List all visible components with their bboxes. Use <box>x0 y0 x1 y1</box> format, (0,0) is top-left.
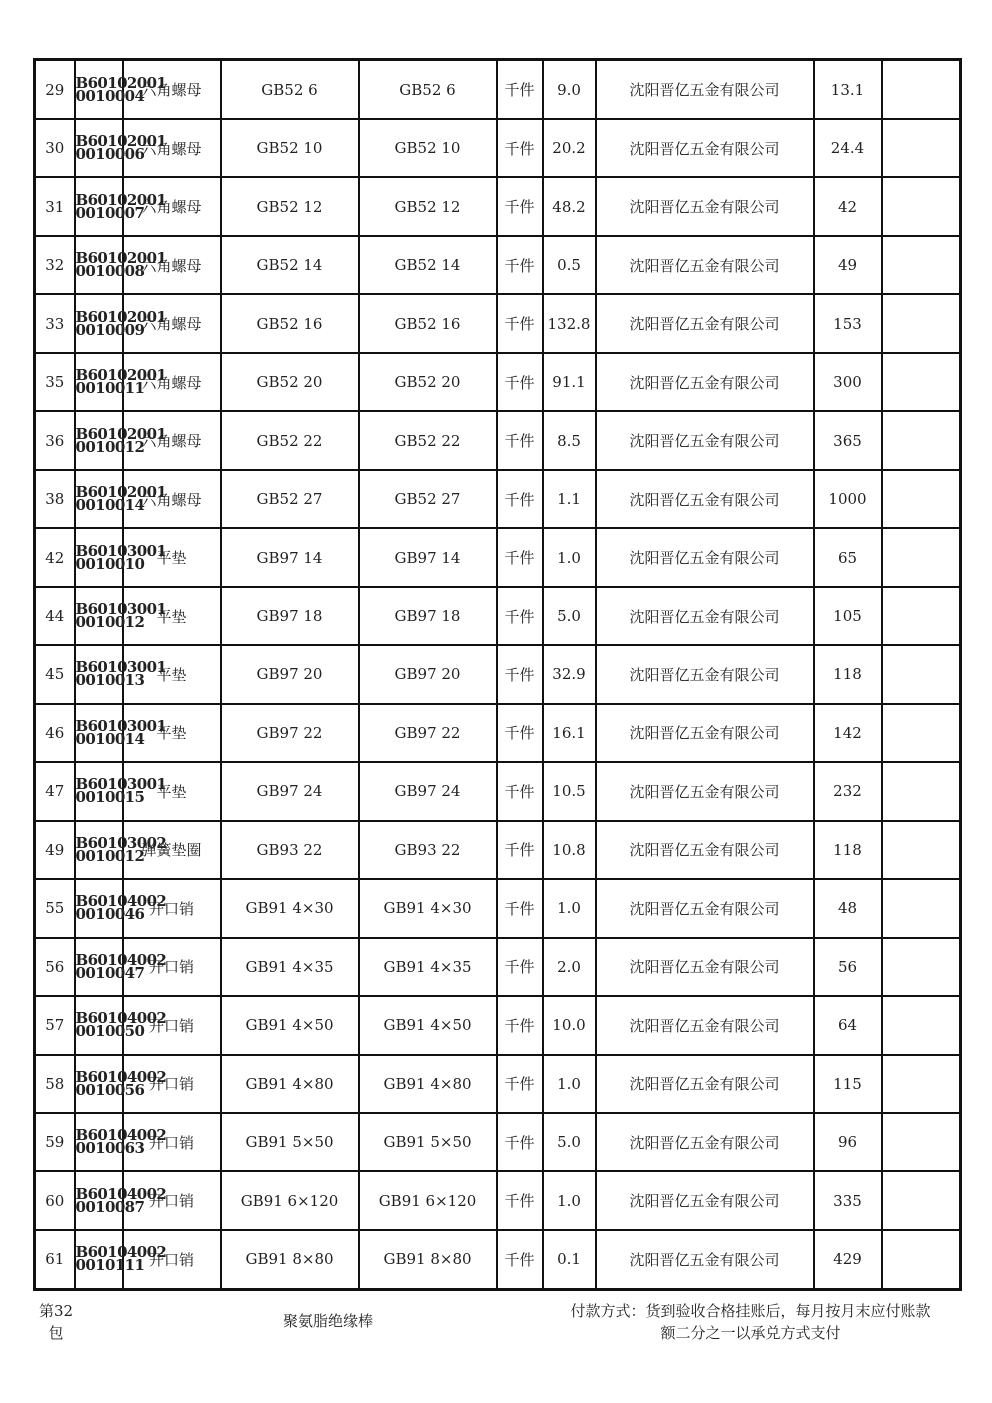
material-code <box>75 587 167 645</box>
material-code-part: B60102001 <box>75 483 167 502</box>
payment-terms-line1: 付款方式：货到验收合格挂账后，每月按月末应付账款 <box>570 1302 931 1320</box>
material-code-part: B60104002 <box>75 892 167 911</box>
unit-price: 335 <box>814 1171 882 1229</box>
remark-cell <box>882 938 961 996</box>
item-spec: GB52 6 <box>221 60 359 120</box>
row-number: 60 <box>35 1171 75 1229</box>
material-code-part: 0010063 <box>75 1139 145 1158</box>
payment-terms <box>548 1300 953 1344</box>
row-number: 36 <box>35 411 75 469</box>
remark-cell <box>882 119 961 177</box>
item-spec: GB52 14 <box>221 236 359 294</box>
supplier-name: 沈阳晋亿五金有限公司 <box>596 236 814 294</box>
material-code-part: B60102001 <box>75 190 167 209</box>
row-number: 58 <box>35 1055 75 1113</box>
material-code <box>75 528 167 586</box>
item-unit: 千件 <box>497 938 543 996</box>
item-name: 六角螺母 <box>123 177 221 235</box>
item-unit: 千件 <box>497 60 543 120</box>
item-quantity: 9.0 <box>543 60 596 120</box>
material-code-part: 0010012 <box>75 437 145 456</box>
supplier-name: 沈阳晋亿五金有限公司 <box>596 411 814 469</box>
row-number: 29 <box>35 60 75 120</box>
material-code <box>75 1230 167 1290</box>
item-unit: 千件 <box>497 587 543 645</box>
item-spec: GB97 18 <box>221 587 359 645</box>
remark-cell <box>882 762 961 820</box>
supplier-name: 沈阳晋亿五金有限公司 <box>596 177 814 235</box>
supplier-name: 沈阳晋亿五金有限公司 <box>596 704 814 762</box>
table-row <box>35 645 961 703</box>
item-name: 六角螺母 <box>123 236 221 294</box>
unit-price: 1000 <box>814 470 882 528</box>
package-number-line2: 包 <box>48 1324 64 1342</box>
unit-price: 118 <box>814 645 882 703</box>
material-code <box>75 294 167 352</box>
supplier-name: 沈阳晋亿五金有限公司 <box>596 938 814 996</box>
supplier-name: 沈阳晋亿五金有限公司 <box>596 528 814 586</box>
row-number: 46 <box>35 704 75 762</box>
remark-cell <box>882 704 961 762</box>
unit-price: 65 <box>814 528 882 586</box>
material-code-part: 0010014 <box>75 729 145 748</box>
item-name: 平垫 <box>123 704 221 762</box>
material-code <box>75 353 167 411</box>
unit-price: 64 <box>814 996 882 1054</box>
table-row <box>35 1171 961 1229</box>
material-code-part: B60103001 <box>75 716 167 735</box>
row-number: 45 <box>35 645 75 703</box>
table-row <box>35 704 961 762</box>
material-code-part: B60104002 <box>75 1126 167 1145</box>
item-name: 弹簧垫圈 <box>123 821 221 879</box>
supplier-name: 沈阳晋亿五金有限公司 <box>596 1171 814 1229</box>
table-row <box>35 470 961 528</box>
item-spec: GB91 4×50 <box>221 996 359 1054</box>
remark-cell <box>882 353 961 411</box>
item-unit: 千件 <box>497 821 543 879</box>
material-code-part: 0010013 <box>75 671 145 690</box>
material-code <box>75 177 167 235</box>
item-model: GB52 20 <box>359 353 497 411</box>
item-name: 平垫 <box>123 762 221 820</box>
supplier-name: 沈阳晋亿五金有限公司 <box>596 879 814 937</box>
material-code-part: 0010010 <box>75 554 145 573</box>
item-spec: GB93 22 <box>221 821 359 879</box>
item-model: GB91 4×80 <box>359 1055 497 1113</box>
package-number <box>36 1300 76 1344</box>
item-name: 六角螺母 <box>123 60 221 120</box>
item-quantity: 0.1 <box>543 1230 596 1290</box>
item-unit: 千件 <box>497 879 543 937</box>
item-unit: 千件 <box>497 762 543 820</box>
material-code-part: B60103001 <box>75 658 167 677</box>
material-code-part: 0010011 <box>75 379 145 398</box>
supplier-name: 沈阳晋亿五金有限公司 <box>596 645 814 703</box>
item-unit: 千件 <box>497 470 543 528</box>
table-row <box>35 996 961 1054</box>
item-unit: 千件 <box>497 411 543 469</box>
table-row <box>35 294 961 352</box>
item-name: 开口销 <box>123 1171 221 1229</box>
row-number: 47 <box>35 762 75 820</box>
supplier-name: 沈阳晋亿五金有限公司 <box>596 1055 814 1113</box>
material-code-part: B60104002 <box>75 1067 167 1086</box>
material-code <box>75 119 167 177</box>
unit-price: 142 <box>814 704 882 762</box>
row-number: 38 <box>35 470 75 528</box>
item-unit: 千件 <box>497 528 543 586</box>
material-code-part: 0010046 <box>75 905 145 924</box>
unit-price: 105 <box>814 587 882 645</box>
item-quantity: 91.1 <box>543 353 596 411</box>
item-quantity: 10.0 <box>543 996 596 1054</box>
row-number: 57 <box>35 996 75 1054</box>
row-number: 44 <box>35 587 75 645</box>
unit-price: 365 <box>814 411 882 469</box>
material-code-part: 0010012 <box>75 613 145 631</box>
row-number: 32 <box>35 236 75 294</box>
unit-price: 96 <box>814 1113 882 1171</box>
item-quantity: 1.1 <box>543 470 596 528</box>
material-code-part: B60103002 <box>75 833 167 852</box>
item-name: 开口销 <box>123 1230 221 1290</box>
remark-cell <box>882 177 961 235</box>
material-code <box>75 60 167 120</box>
material-code-part: 0010006 <box>75 145 145 164</box>
item-quantity: 10.5 <box>543 762 596 820</box>
material-code-part: 0010008 <box>75 262 145 281</box>
remark-cell <box>882 587 961 645</box>
material-code-part: B60104002 <box>75 1243 167 1262</box>
remark-cell <box>882 879 961 937</box>
item-spec: GB97 24 <box>221 762 359 820</box>
unit-price: 153 <box>814 294 882 352</box>
material-code-part: 0010007 <box>75 203 145 222</box>
material-code <box>75 996 167 1054</box>
material-code-part: 0010012 <box>75 846 145 865</box>
supplier-name: 沈阳晋亿五金有限公司 <box>596 294 814 352</box>
unit-price: 48 <box>814 879 882 937</box>
procurement-table <box>33 58 962 1291</box>
item-model: GB97 22 <box>359 704 497 762</box>
item-quantity: 1.0 <box>543 879 596 937</box>
supplier-name: 沈阳晋亿五金有限公司 <box>596 60 814 120</box>
item-spec: GB91 8×80 <box>221 1230 359 1290</box>
remark-cell <box>882 236 961 294</box>
material-code <box>75 704 167 762</box>
item-name: 六角螺母 <box>123 353 221 411</box>
table-row <box>35 879 961 937</box>
remark-cell <box>882 1171 961 1229</box>
item-quantity: 8.5 <box>543 411 596 469</box>
item-quantity: 32.9 <box>543 645 596 703</box>
unit-price: 13.1 <box>814 60 882 120</box>
material-code-part: B60103001 <box>75 541 167 560</box>
unit-price: 429 <box>814 1230 882 1290</box>
material-code <box>75 645 167 703</box>
material-code <box>75 821 167 879</box>
item-model: GB52 6 <box>359 60 497 120</box>
item-quantity: 5.0 <box>543 587 596 645</box>
item-spec: GB91 4×80 <box>221 1055 359 1113</box>
item-model: GB52 22 <box>359 411 497 469</box>
remark-cell <box>882 60 961 120</box>
item-unit: 千件 <box>497 1055 543 1113</box>
material-code-part: 0010050 <box>75 1022 145 1041</box>
supplier-name: 沈阳晋亿五金有限公司 <box>596 470 814 528</box>
supplier-name: 沈阳晋亿五金有限公司 <box>596 821 814 879</box>
item-model: GB97 14 <box>359 528 497 586</box>
item-unit: 千件 <box>497 1171 543 1229</box>
supplier-name: 沈阳晋亿五金有限公司 <box>596 353 814 411</box>
item-model: GB91 4×35 <box>359 938 497 996</box>
item-model: GB97 24 <box>359 762 497 820</box>
supplier-name: 沈阳晋亿五金有限公司 <box>596 587 814 645</box>
item-name: 六角螺母 <box>123 470 221 528</box>
material-code <box>75 470 167 528</box>
table-row <box>35 587 961 645</box>
material-code-part: 0010004 <box>75 86 145 105</box>
item-model: GB91 5×50 <box>359 1113 497 1171</box>
item-spec: GB52 22 <box>221 411 359 469</box>
material-code-part: 0010056 <box>75 1080 145 1099</box>
item-quantity: 1.0 <box>543 528 596 586</box>
material-code <box>75 411 167 469</box>
item-model: GB91 8×80 <box>359 1230 497 1290</box>
item-model: GB97 20 <box>359 645 497 703</box>
item-model: GB52 14 <box>359 236 497 294</box>
item-name: 开口销 <box>123 879 221 937</box>
item-unit: 千件 <box>497 645 543 703</box>
material-code-part: 0010015 <box>75 788 145 807</box>
material-code-part: 0010009 <box>75 320 145 339</box>
item-spec: GB97 20 <box>221 645 359 703</box>
remark-cell <box>882 996 961 1054</box>
item-model: GB52 16 <box>359 294 497 352</box>
item-name: 六角螺母 <box>123 294 221 352</box>
item-name: 六角螺母 <box>123 119 221 177</box>
material-code-part: B60102001 <box>75 73 167 92</box>
material-code-part: B60102001 <box>75 307 167 326</box>
material-code-part: B60102001 <box>75 366 167 385</box>
item-unit: 千件 <box>497 1113 543 1171</box>
item-quantity: 2.0 <box>543 938 596 996</box>
supplier-name: 沈阳晋亿五金有限公司 <box>596 996 814 1054</box>
remark-cell <box>882 645 961 703</box>
unit-price: 300 <box>814 353 882 411</box>
table-row <box>35 821 961 879</box>
table-body <box>35 60 961 1290</box>
item-spec: GB52 12 <box>221 177 359 235</box>
table-row <box>35 1055 961 1113</box>
row-number: 35 <box>35 353 75 411</box>
material-code <box>75 236 167 294</box>
unit-price: 42 <box>814 177 882 235</box>
item-unit: 千件 <box>497 704 543 762</box>
table-row <box>35 762 961 820</box>
supplier-name: 沈阳晋亿五金有限公司 <box>596 762 814 820</box>
item-quantity: 20.2 <box>543 119 596 177</box>
item-spec: GB91 5×50 <box>221 1113 359 1171</box>
item-model: GB91 6×120 <box>359 1171 497 1229</box>
item-spec: GB91 4×30 <box>221 879 359 937</box>
unit-price: 118 <box>814 821 882 879</box>
remark-cell <box>882 821 961 879</box>
table-row <box>35 938 961 996</box>
material-code <box>75 762 167 820</box>
item-name: 开口销 <box>123 996 221 1054</box>
item-unit: 千件 <box>497 294 543 352</box>
item-model: GB52 10 <box>359 119 497 177</box>
row-number: 59 <box>35 1113 75 1171</box>
remark-cell <box>882 411 961 469</box>
material-code-part: 0010047 <box>75 963 145 982</box>
item-spec: GB52 16 <box>221 294 359 352</box>
table-row <box>35 119 961 177</box>
item-unit: 千件 <box>497 177 543 235</box>
item-quantity: 10.8 <box>543 821 596 879</box>
row-number: 56 <box>35 938 75 996</box>
item-model: GB93 22 <box>359 821 497 879</box>
remark-cell <box>882 1055 961 1113</box>
supplier-name: 沈阳晋亿五金有限公司 <box>596 119 814 177</box>
item-name: 六角螺母 <box>123 411 221 469</box>
material-code <box>75 938 167 996</box>
row-number: 61 <box>35 1230 75 1290</box>
row-number: 33 <box>35 294 75 352</box>
material-code-part: 0010014 <box>75 496 145 515</box>
item-unit: 千件 <box>497 236 543 294</box>
row-number: 49 <box>35 821 75 879</box>
row-number: 42 <box>35 528 75 586</box>
item-quantity: 48.2 <box>543 177 596 235</box>
unit-price: 49 <box>814 236 882 294</box>
item-name: 开口销 <box>123 1055 221 1113</box>
item-unit: 千件 <box>497 353 543 411</box>
material-code <box>75 1171 167 1229</box>
item-model: GB91 4×50 <box>359 996 497 1054</box>
material-code-part: B60103001 <box>75 600 167 618</box>
item-unit: 千件 <box>497 996 543 1054</box>
material-code <box>75 1113 167 1171</box>
item-quantity: 1.0 <box>543 1055 596 1113</box>
remark-cell <box>882 294 961 352</box>
material-code <box>75 879 167 937</box>
item-spec: GB91 6×120 <box>221 1171 359 1229</box>
item-spec: GB91 4×35 <box>221 938 359 996</box>
payment-terms-line2: 额二分之一以承兑方式支付 <box>660 1324 841 1342</box>
item-name: 平垫 <box>123 587 221 645</box>
unit-price: 56 <box>814 938 882 996</box>
material-code-part: B60104002 <box>75 1184 167 1203</box>
material-code-part: B60102001 <box>75 424 167 443</box>
item-name: 开口销 <box>123 938 221 996</box>
material-code-part: B60104002 <box>75 1009 167 1028</box>
supplier-name: 沈阳晋亿五金有限公司 <box>596 1113 814 1171</box>
unit-price: 115 <box>814 1055 882 1113</box>
material-code-part: B60102001 <box>75 132 167 151</box>
material-code-part: 0010087 <box>75 1197 145 1216</box>
item-spec: GB97 14 <box>221 528 359 586</box>
item-spec: GB52 27 <box>221 470 359 528</box>
item-spec: GB52 20 <box>221 353 359 411</box>
item-name: 开口销 <box>123 1113 221 1171</box>
item-unit: 千件 <box>497 1230 543 1290</box>
unit-price: 24.4 <box>814 119 882 177</box>
item-spec: GB52 10 <box>221 119 359 177</box>
material-code <box>75 1055 167 1113</box>
item-unit: 千件 <box>497 119 543 177</box>
table-row <box>35 236 961 294</box>
row-number: 30 <box>35 119 75 177</box>
package-number-line1: 第32 <box>38 1302 74 1320</box>
remark-cell <box>882 1230 961 1290</box>
item-model: GB52 12 <box>359 177 497 235</box>
item-quantity: 5.0 <box>543 1113 596 1171</box>
table-row <box>35 1113 961 1171</box>
item-quantity: 132.8 <box>543 294 596 352</box>
table-row <box>35 1230 961 1290</box>
material-code-part: B60103001 <box>75 775 167 794</box>
table-row <box>35 177 961 235</box>
item-quantity: 1.0 <box>543 1171 596 1229</box>
item-name: 平垫 <box>123 645 221 703</box>
remark-cell <box>882 1113 961 1171</box>
item-quantity: 0.5 <box>543 236 596 294</box>
table-row <box>35 411 961 469</box>
package-name: 聚氨脂绝缘棒 <box>283 1312 374 1330</box>
supplier-name: 沈阳晋亿五金有限公司 <box>596 1230 814 1290</box>
row-number: 55 <box>35 879 75 937</box>
item-spec: GB97 22 <box>221 704 359 762</box>
table-row <box>35 528 961 586</box>
table-row <box>35 60 961 120</box>
remark-cell <box>882 470 961 528</box>
unit-price: 232 <box>814 762 882 820</box>
item-name: 平垫 <box>123 528 221 586</box>
row-number: 31 <box>35 177 75 235</box>
item-model: GB97 18 <box>359 587 497 645</box>
material-code-part: B60102001 <box>75 249 167 268</box>
remark-cell <box>882 528 961 586</box>
item-model: GB91 4×30 <box>359 879 497 937</box>
material-code-part: B60104002 <box>75 950 167 969</box>
item-model: GB52 27 <box>359 470 497 528</box>
item-quantity: 16.1 <box>543 704 596 762</box>
table-row <box>35 353 961 411</box>
material-code-part: 0010111 <box>75 1256 145 1275</box>
